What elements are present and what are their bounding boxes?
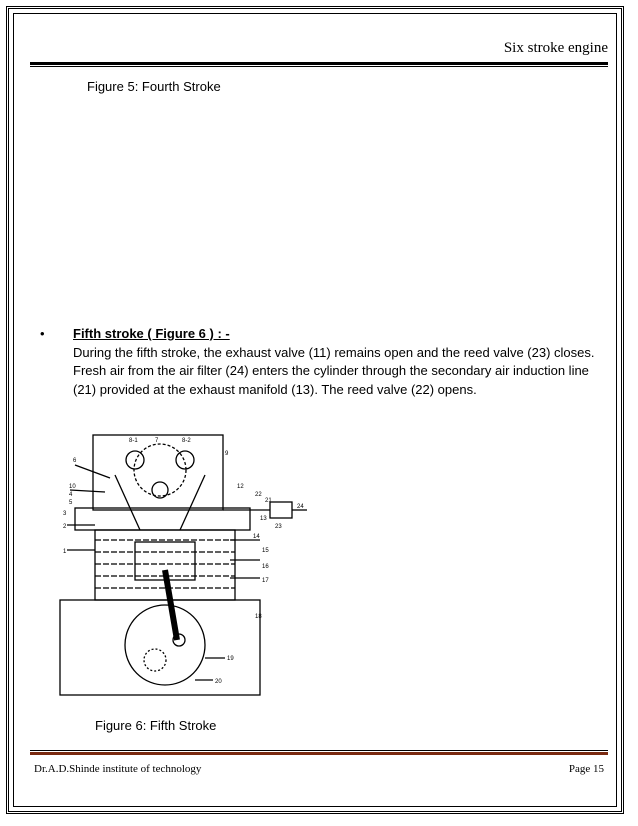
cam-lobe-left [126,451,144,469]
label-1: 1 [63,549,67,555]
label-7: 7 [155,438,159,444]
running-header: Six stroke engine [503,40,608,56]
label-23: 23 [275,524,282,530]
label-3: 3 [63,511,67,517]
footer-institute: Dr.A.D.Shinde institute of technology [34,763,202,775]
label-2: 2 [63,524,67,530]
bullet-icon: • [40,326,45,341]
engine-diagram [55,430,315,700]
footer-page-number: Page 15 [568,763,604,775]
label-8-1: 8-1 [129,438,138,444]
label-16: 16 [262,564,269,570]
label-13: 13 [260,516,267,522]
figure-6-caption: Figure 6: Fifth Stroke [95,718,217,733]
engine-diagram-svg [55,430,315,700]
section-title: Fifth stroke ( Figure 6 ) : - [73,326,230,341]
label-15: 15 [262,548,269,554]
valve-left [115,475,140,530]
label-6: 6 [73,458,77,464]
label-20: 20 [215,679,222,685]
crankcase [60,600,260,695]
label-5: 5 [69,500,73,506]
label-9: 9 [225,451,229,457]
label-14: 14 [253,534,260,540]
section-body [73,325,603,399]
air-filter [270,502,292,518]
label-17: 17 [262,578,269,584]
label-10: 10 [69,484,76,490]
label-8-2: 8-2 [182,438,191,444]
cam-lobe-right [176,451,194,469]
cylinder-head [93,435,223,510]
crank-disc [125,605,205,685]
section-paragraph: During the fifth stroke, the exhaust valve (11) remains open and the reed valve (23) closes. Fresh air from the air filter (24) enters the cylinder through the secondary air induction line (21) provided at the exhaust manifold (13). The reed valve (22) opens. [73,344,595,397]
figure-5-caption: Figure 5: Fourth Stroke [87,79,221,94]
crank-gear [144,649,166,671]
head-flange [75,508,250,530]
footer-rule [30,750,608,755]
label-22: 22 [255,492,262,498]
label-24: 24 [297,504,304,510]
label-18: 18 [255,614,262,620]
cam-gear [134,444,186,496]
valve-right [180,475,205,530]
label-21: 21 [265,498,272,504]
label-12: 12 [237,484,244,490]
label-4: 4 [69,492,73,498]
header-rule [30,62,608,67]
label-19: 19 [227,656,234,662]
